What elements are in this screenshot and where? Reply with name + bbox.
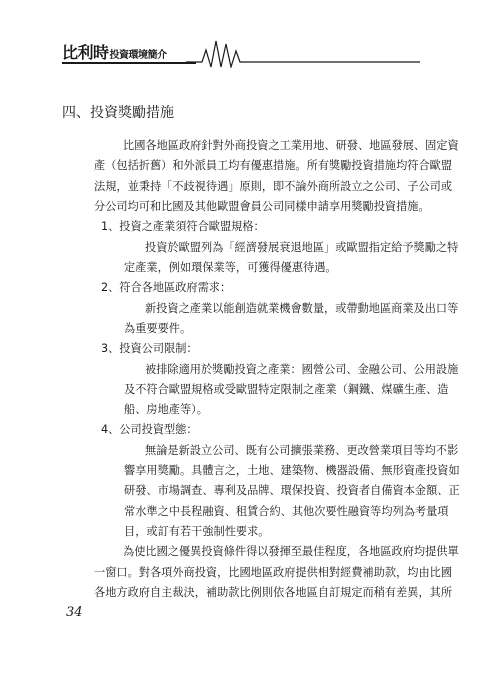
- header-underline: [62, 62, 196, 64]
- text-line: 新投資之產業以能創造就業機會數量，或帶動地區商業及出口等: [145, 301, 459, 315]
- text-line: 投資於歐盟列為「經濟發展衰退地區」或歐盟指定給予獎勵之特: [145, 240, 459, 254]
- text-line: 一窗口。對各項外商投資，比國地區政府提供相對經費補助款，均由比國: [94, 565, 453, 579]
- text-line: 分公司均可和比國及其他歐盟會員公司同樣申請享用獎勵投資措施。: [94, 199, 430, 213]
- text-line: 被排除適用於獎勵投資之產業：國營公司、金融公司、公用設施: [145, 362, 459, 376]
- text-line: 法規，並秉持「不歧視待遇」原則，即不論外商所設立之公司、子公司或: [94, 179, 453, 193]
- text-line: 比國各地區政府針對外商投資之工業用地、研發、地區發展、固定資: [123, 139, 459, 152]
- section-title: 四、投資獎勵措施: [62, 105, 174, 121]
- text-line: 定產業，例如環保業等，可獲得優惠待遇。: [124, 260, 337, 274]
- running-header: [62, 36, 420, 70]
- header-brand: 比利時: [62, 43, 109, 62]
- text-line: 目，或訂有若干強制性要求。: [124, 525, 270, 539]
- text-line: 常水準之中長程融資、租賃合約、其他次要性融資等均列為考量項: [124, 504, 449, 518]
- text-line: 為重要要件。: [124, 321, 192, 335]
- text-line: 無論是新設立公司、既有公司擴張業務、更改營業項目等均不影: [145, 443, 459, 457]
- item-heading: 4、公司投資型態：: [101, 423, 198, 437]
- text-line: 研發、市場調查、專利及品牌、環保投資、投資者自備資本金額、正: [124, 484, 460, 498]
- text-line: 產（包括折舊）和外派員工均有優惠措施。所有獎勵投資措施均符合歐盟: [94, 159, 453, 173]
- text-line: 船、房地產等）。: [124, 403, 208, 417]
- text-line: 及不符合歐盟規格或受歐盟特定限制之產業（鋼鐵、煤礦生產、造: [124, 382, 449, 396]
- text-line: 各地方政府自主裁決，補助款比例則依各地區自訂規定而稍有差異，其所: [94, 586, 453, 599]
- header-title: [62, 40, 167, 63]
- header-subtitle: 投資環境簡介: [109, 50, 167, 61]
- header-wave-line: [186, 38, 420, 68]
- text-line: 響享用獎勵。具體言之，土地、建築物、機器設備、無形資產投資如: [124, 464, 460, 478]
- item-heading: 1、投資之產業須符合歐盟規格：: [101, 220, 265, 234]
- page-number: 34: [66, 605, 83, 620]
- item-heading: 3、投資公司限制：: [101, 342, 198, 356]
- item-heading: 2、符合各地區政府需求：: [101, 281, 232, 295]
- text-line: 為使比國之優異投資條件得以發揮至最佳程度，各地區政府均提供單: [123, 545, 459, 559]
